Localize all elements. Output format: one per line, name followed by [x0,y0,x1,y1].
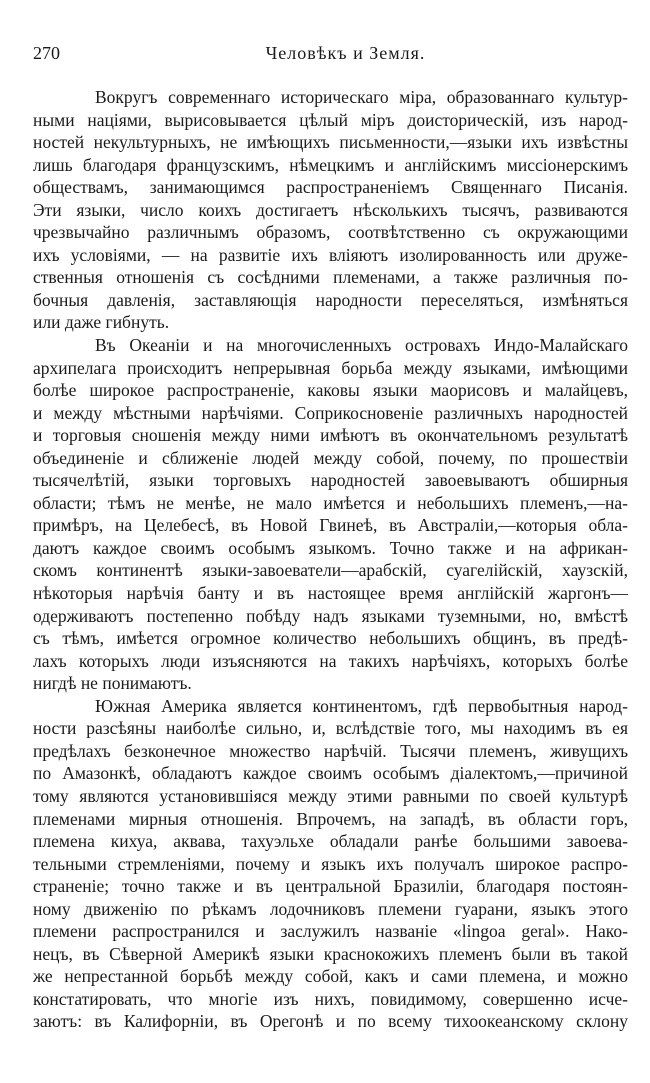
text-line: ственныя отношенія съ сосѣдними племенами, а также различныя по- [33,267,628,288]
text-line: архипелага происходитъ непрерывная борьба между языками, имѣющими [33,357,628,378]
text-line: констатировать, что многіе изъ нихъ, повидимому, совершенно исче- [33,988,628,1009]
text-line: заютъ: въ Калифорніи, въ Орегонѣ и по всему тихоокеанскому склону [33,1011,628,1032]
text-line: тысячелѣтій, языки торговыхъ народностей завоевываютъ обширныя [33,470,628,491]
text-line: страненіе; точно также и въ центральной Бразиліи, благодаря постоян- [33,876,628,897]
text-line: по Амазонкѣ, обладаютъ каждое своимъ особымъ діалектомъ,—причиной [33,763,628,784]
text-line: ности разсѣяны наиболѣе сильно, и, вслѣдствіе того, мы находимъ въ ея [33,718,628,739]
text-line: скомъ континентѣ языки-завоеватели—арабскій, суагелійскій, хаузскій, [33,560,628,581]
text-line: Въ Океаніи и на многочисленныхъ островахъ Индо-Малайскаго [95,335,628,356]
page-header [33,43,628,67]
text-line: и торговыя сношенія между ними имѣютъ въ окончательномъ результатѣ [33,425,628,446]
text-line: примѣръ, на Целебесѣ, въ Новой Гвинеѣ, въ Австраліи,—которыя обла- [33,515,628,536]
text-line: же непрестанной борьбѣ между собой, какъ и сами племена, и можно [33,966,628,987]
text-line: съ тѣмъ, имѣется огромное количество небольшихъ общинъ, въ предѣ- [33,628,628,649]
text-line: племенами мирныя отношенія. Впрочемъ, на западѣ, въ области горъ, [33,808,628,829]
text-line: чрезвычайно различнымъ образомъ, соотвѣтственно съ окружающими [33,222,628,243]
paragraph [33,86,628,334]
text-line: Эти языки, число коихъ достигаетъ нѣсколькихъ тысячъ, развиваются [33,199,628,220]
text-line: тому являются установившіяся между этими равными по своей культурѣ [33,785,628,806]
text-line: Южная Америка является континентомъ, гдѣ первобытныя народ- [95,695,628,716]
text-line: ными націями, вырисовывается цѣлый міръ доисторическій, изъ народ- [33,109,628,130]
text-line: одерживаютъ постепенно побѣду надъ языками туземными, но, вмѣстѣ [33,605,628,626]
page-number: 270 [33,43,60,63]
text-line: обществамъ, занимающимся распространеніемъ Священнаго Писанія. [33,177,628,198]
paragraph [33,695,628,1033]
running-title: Человѣкъ и Земля. [265,43,426,63]
text-line: нѣкоторыя нарѣчія банту и въ настоящее время англійскій жаргонъ— [33,583,628,604]
text-line: объединеніе и сближеніе людей между собой, почему, по прошествіи [33,447,628,468]
text-line: ихъ условіями, — на развитіе ихъ вліяютъ изолированность или друже- [33,244,628,265]
text-line: лахъ которыхъ люди изъясняются на такихъ нарѣчіяхъ, которыхъ болѣе [33,650,628,671]
text-line: племени распространился и заслужилъ названіе «lingoa geral». Нако- [33,921,628,942]
text-line: ностей некультурныхъ, не имѣющихъ письменности,—языки ихъ извѣстны [33,132,628,153]
text-line: нигдѣ не понимаютъ. [33,673,192,694]
text-line: предѣлахъ безконечное множество нарѣчій. Тысячи племенъ, живущихъ [33,740,628,761]
text-line: ному движенію по рѣкамъ лодочниковъ племени гуарани, языкъ этого [33,898,628,919]
text-line: нецъ, въ Сѣверной Америкѣ языки краснокожихъ племенъ были въ такой [33,943,628,964]
text-line: тельными стремленіями, почему и языкъ ихъ получалъ широкое распро- [33,853,628,874]
text-line: племена кихуа, аквава, тахуэльхе обладали ранѣе большими завоева- [33,831,628,852]
text-line: Вокругъ современнаго историческаго міра, образованнаго культур- [95,87,628,107]
text-line: или даже гибнуть. [33,312,170,333]
paragraph [33,334,628,695]
text-line: бочныя давленія, заставляющія народности переселяться, измѣняться [33,289,628,310]
text-line: области; тѣмъ не менѣе, не мало имѣется и небольшихъ племенъ,—на- [33,492,628,513]
page-body [33,86,628,1033]
text-line: даютъ каждое своимъ особымъ языкомъ. Точно также и на африкан- [33,537,628,558]
text-line: и между мѣстными нарѣчіями. Соприкосновеніе различныхъ народностей [33,402,628,423]
text-line: болѣе широкое распространеніе, каковы языки маорисовъ и малайцевъ, [33,380,628,401]
text-line: лишь благодаря французскимъ, нѣмецкимъ и англійскимъ миссіонерскимъ [33,154,628,175]
